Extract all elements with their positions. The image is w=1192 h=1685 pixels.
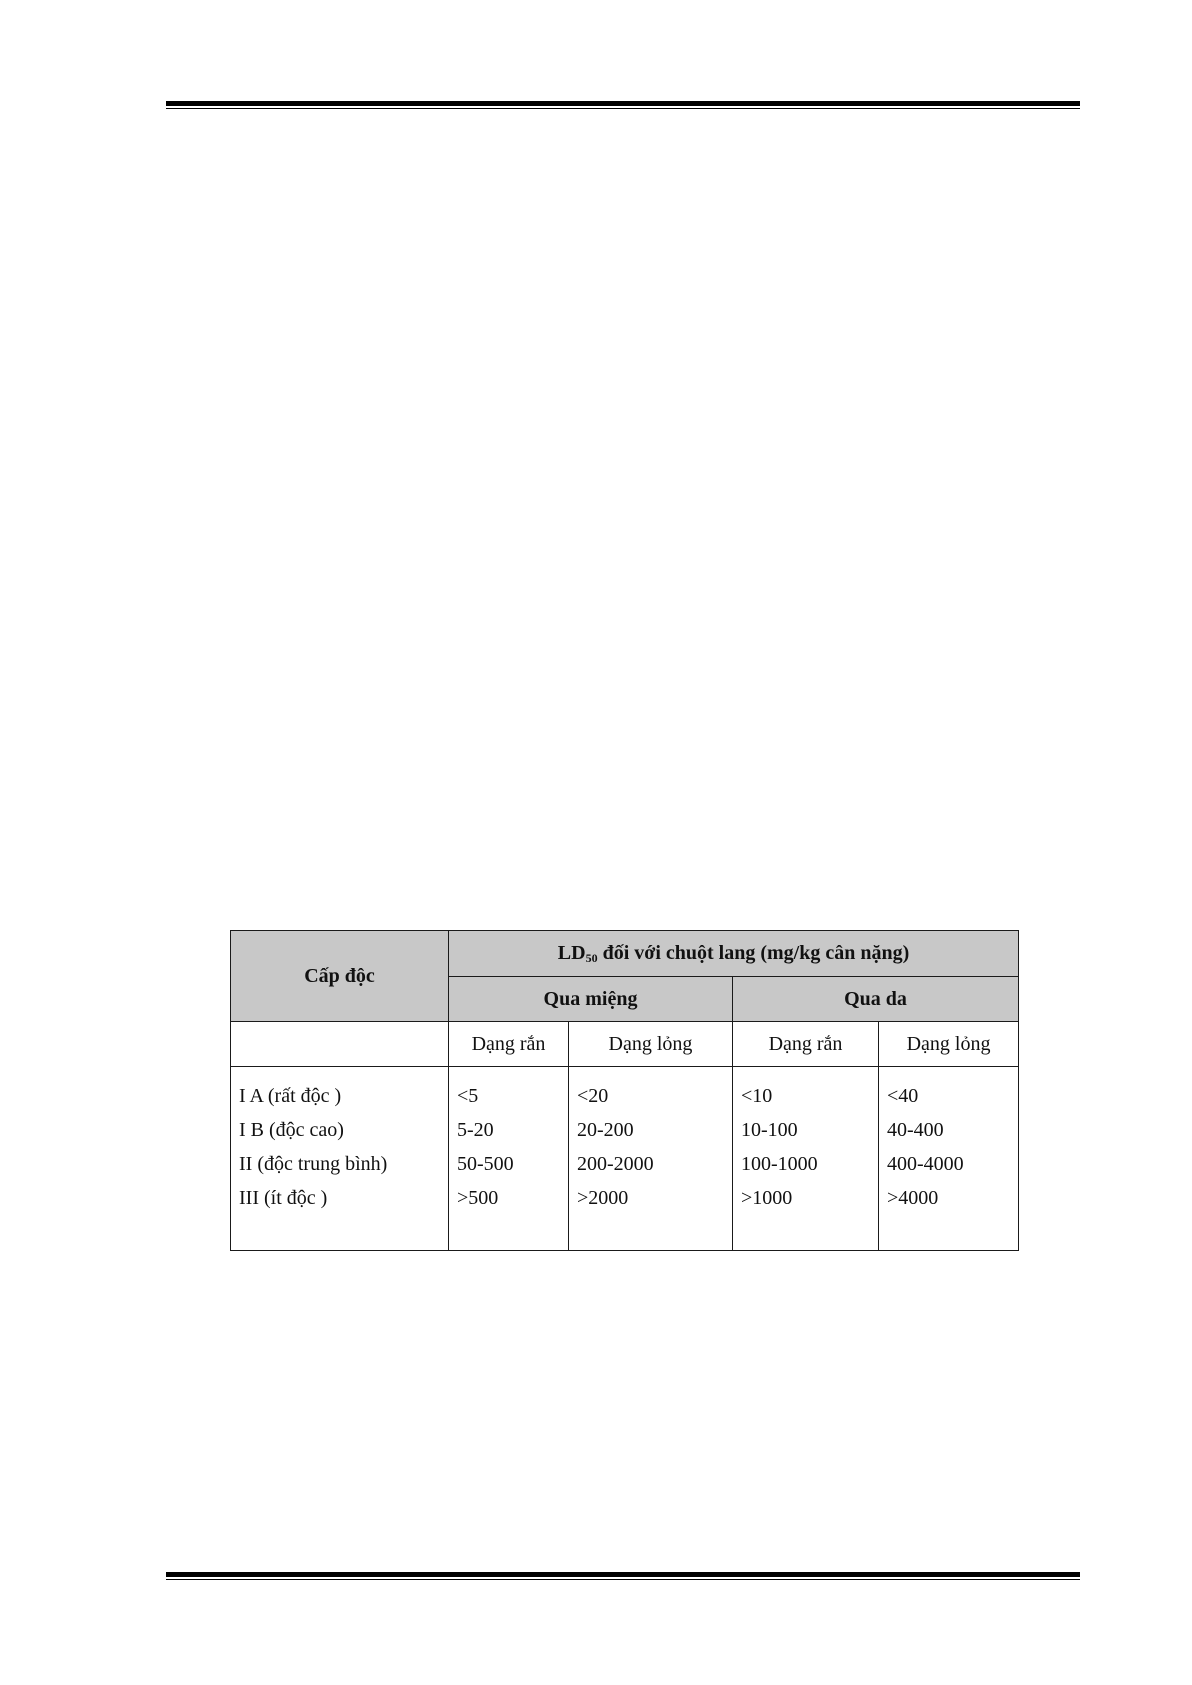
ld50-subscript: 50 — [585, 950, 598, 965]
dermal-liquid-value: 400-4000 — [887, 1153, 964, 1175]
table-header-row — [231, 931, 1019, 977]
ld50-suffix: đối với chuột lang (mg/kg cân nặng) — [597, 941, 910, 964]
toxicity-table — [230, 930, 1019, 1251]
level-item: I B (độc cao) — [239, 1119, 344, 1141]
dermal-group-header: Qua da — [733, 977, 1019, 1022]
dermal-liquid-value: <40 — [887, 1085, 919, 1107]
ld50-prefix: LD — [557, 941, 586, 964]
dermal-solid-value: 100-1000 — [741, 1153, 818, 1175]
oral-solid-value: <5 — [457, 1085, 479, 1107]
table-data-row — [231, 1067, 1019, 1251]
header-rule — [166, 101, 1080, 109]
dermal-solid-value: 10-100 — [741, 1119, 798, 1141]
oral-solid-header: Dạng rắn — [449, 1022, 569, 1067]
level-item: I A (rất độc ) — [239, 1085, 342, 1107]
dermal-solid-value: <10 — [741, 1085, 773, 1107]
level-cell — [231, 1067, 449, 1251]
dermal-liquid-value: >4000 — [887, 1187, 939, 1209]
table-subheader-row — [231, 1022, 1019, 1067]
oral-liquid-cell — [569, 1067, 733, 1251]
oral-group-header: Qua miệng — [449, 977, 733, 1022]
oral-liquid-header: Dạng lỏng — [569, 1022, 733, 1067]
level-item: II (độc trung bình) — [239, 1153, 388, 1175]
level-header: Cấp độc — [231, 931, 449, 1022]
empty-subheader-cell — [231, 1022, 449, 1067]
oral-liquid-value: >2000 — [577, 1187, 629, 1209]
ld50-header — [449, 931, 1019, 977]
oral-solid-cell — [449, 1067, 569, 1251]
dermal-solid-header: Dạng rắn — [733, 1022, 879, 1067]
oral-liquid-value: 20-200 — [577, 1119, 634, 1141]
dermal-liquid-value: 40-400 — [887, 1119, 944, 1141]
footer-rule — [166, 1572, 1080, 1580]
dermal-liquid-cell — [879, 1067, 1019, 1251]
oral-liquid-value: 200-2000 — [577, 1153, 654, 1175]
dermal-solid-value: >1000 — [741, 1187, 793, 1209]
level-item: III (ít độc ) — [239, 1187, 328, 1209]
oral-liquid-value: <20 — [577, 1085, 609, 1107]
oral-solid-value: >500 — [457, 1187, 499, 1209]
oral-solid-value: 50-500 — [457, 1153, 514, 1175]
dermal-liquid-header: Dạng lỏng — [879, 1022, 1019, 1067]
dermal-solid-cell — [733, 1067, 879, 1251]
oral-solid-value: 5-20 — [457, 1119, 494, 1141]
